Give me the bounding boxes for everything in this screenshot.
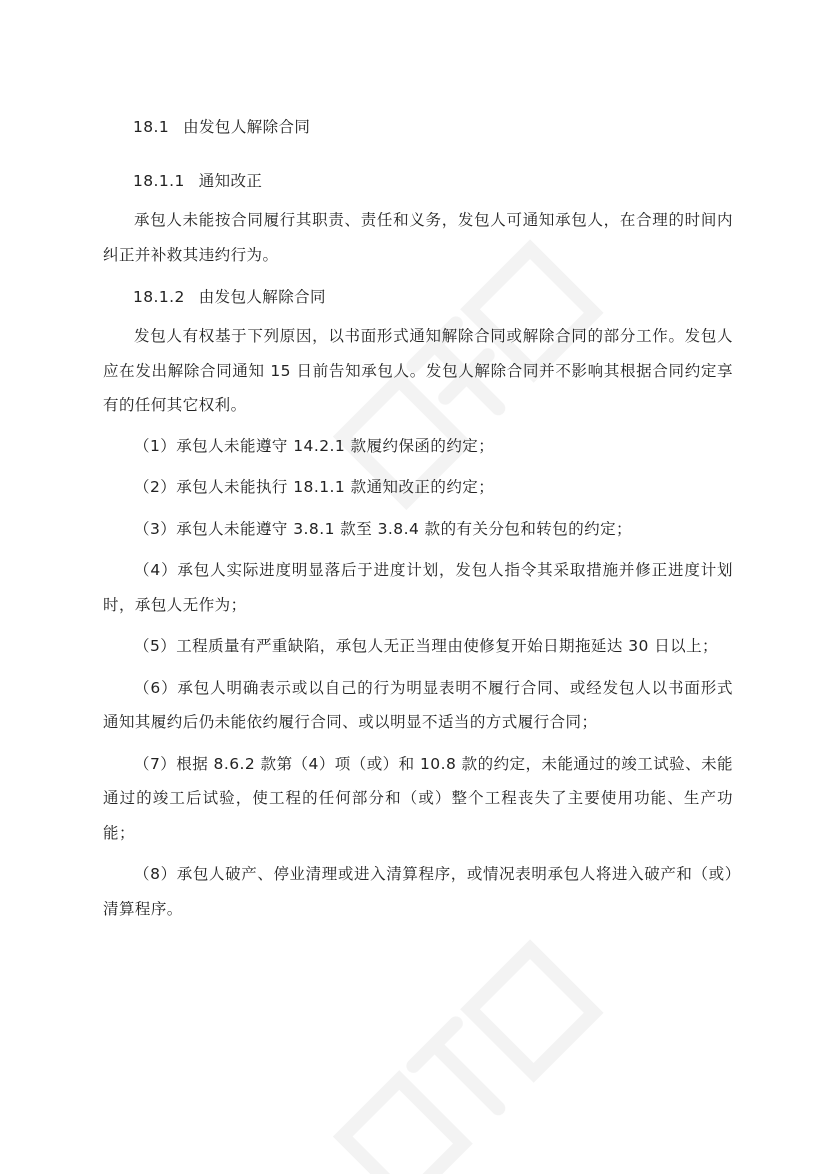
section-number: 18.1.2 (133, 288, 185, 306)
section-title: 由发包人解除合同 (198, 288, 326, 306)
section-number: 18.1.1 (133, 172, 185, 190)
section-body-18-1-1: 承包人未能按合同履行其职责、责任和义务，发包人可通知承包人，在合理的时间内纠正并补救其违约行为。 (103, 211, 733, 264)
section-number: 18.1 (133, 118, 170, 136)
list-item: （4）承包人实际进度明显落后于进度计划，发包人指令其采取措施并修正进度计划时，承包人无作为； (103, 561, 733, 614)
list-item: （2）承包人未能执行 18.1.1 款通知改正的约定； (134, 478, 495, 496)
list-item: （3）承包人未能遵守 3.8.1 款至 3.8.4 款的有关分包和转包的约定； (134, 519, 632, 538)
list-item: （1）承包人未能遵守 14.2.1 款履约保函的约定； (134, 436, 495, 455)
section-title: 通知改正 (198, 172, 263, 190)
section-title: 由发包人解除合同 (183, 118, 311, 136)
section-heading-18-1-2 (103, 278, 733, 316)
list-item: （8）承包人破产、停业清理或进入清算程序，或情况表明承包人将进入破产和（或）清算程序。 (103, 865, 733, 918)
section-body-18-1-2: 发包人有权基于下列原因，以书面形式通知解除合同或解除合同的部分工作。发包人应在发出解除合同通知 15 日前告知承包人。发包人解除合同并不影响其根据合同约定享有的任何其它权利。 (103, 327, 733, 414)
list-item: （7）根据 8.6.2 款第（4）项（或）和 10.8 款的约定，未能通过的竣工试验、未能通过的竣工后试验，使工程的任何部分和（或）整个工程丧失了主要使用功能、生产功能； (103, 754, 733, 842)
section-heading-18-1-1 (103, 162, 733, 200)
section-heading-18-1 (103, 108, 733, 146)
list-item: （6）承包人明确表示或以自己的行为明显表明不履行合同、或经发包人以书面形式通知其履约后仍未能依约履行合同、或以明显不适当的方式履行合同； (103, 678, 733, 731)
list-item: （5）工程质量有严重缺陷，承包人无正当理由使修复开始日期拖延达 30 日以上； (134, 637, 718, 655)
document-content (103, 108, 733, 933)
